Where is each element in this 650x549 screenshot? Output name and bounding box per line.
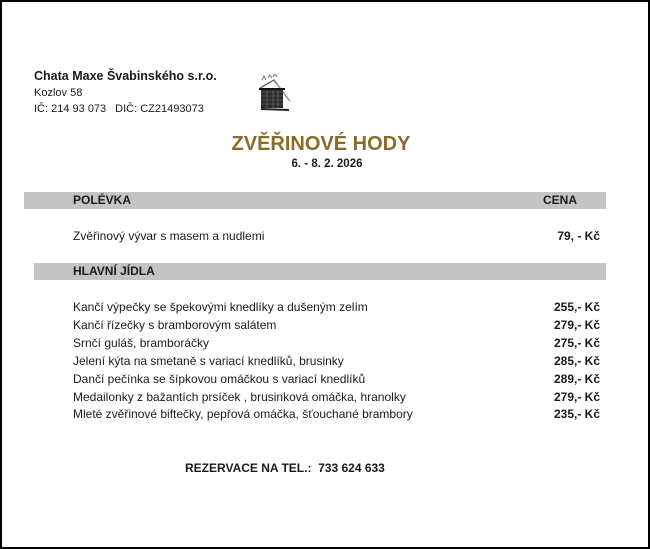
section-header-main: [34, 263, 606, 280]
menu-item-name: Kančí výpečky se špekovými knedlíky a dušeným zelím: [73, 300, 368, 314]
menu-item-price: 289,- Kč: [553, 372, 600, 386]
menu-item-name: Dančí pečínka se šípkovou omáčkou s variací knedlíků: [73, 372, 366, 386]
reservation-phone: 733 624 633: [318, 461, 385, 475]
menu-item-name: Kančí řízečky s bramborovým salátem: [73, 318, 277, 332]
cottage-drawing-icon: [258, 74, 292, 114]
reservation-line: [185, 461, 385, 475]
event-title: ZVĚŘINOVÉ HODY: [231, 133, 411, 155]
company-address: Kozlov 58: [34, 87, 83, 99]
menu-item-price: 255,- Kč: [553, 300, 600, 314]
menu-item-name: Srnčí guláš, bramboráčky: [73, 336, 210, 350]
menu-item-price: 279,- Kč: [553, 318, 600, 332]
event-date: 6. - 8. 2. 2026: [291, 158, 363, 170]
menu-item-name: Jelení kýta na smetaně s variací knedlíků, brusinky: [73, 354, 344, 368]
company-name: Chata Maxe Švabinského s.r.o.: [34, 69, 217, 83]
menu-item-name: Mleté zvěřinové biftečky, pepřová omáčka, šťouchané brambory: [73, 407, 413, 421]
page-title: [2, 133, 650, 156]
menu-item-price: 285,- Kč: [553, 354, 600, 368]
menu-item-price: 275,- Kč: [553, 336, 600, 350]
ic-number: IČ: 214 93 073: [34, 103, 107, 115]
menu-item-name: Medailonky z bažantích prsíček , brusinková omáčka, hranolky: [73, 390, 406, 404]
section-header-soup: [24, 192, 606, 209]
menu-item-price: 279,- Kč: [553, 390, 600, 404]
dic-number: DIČ: CZ21493073: [115, 103, 204, 115]
reservation-label: REZERVACE NA TEL.:: [185, 461, 312, 475]
menu-item-price: 235,- Kč: [553, 407, 600, 421]
menu-item-name: Zvěřinový vývar s masem a nudlemi: [73, 229, 265, 243]
section-label-soup: POLÉVKA: [73, 193, 132, 207]
section-label-main: HLAVNÍ JÍDLA: [73, 264, 155, 278]
menu-item-price: 79, - Kč: [557, 229, 600, 243]
price-column-header: CENA: [543, 193, 578, 207]
company-ids: [34, 103, 204, 115]
